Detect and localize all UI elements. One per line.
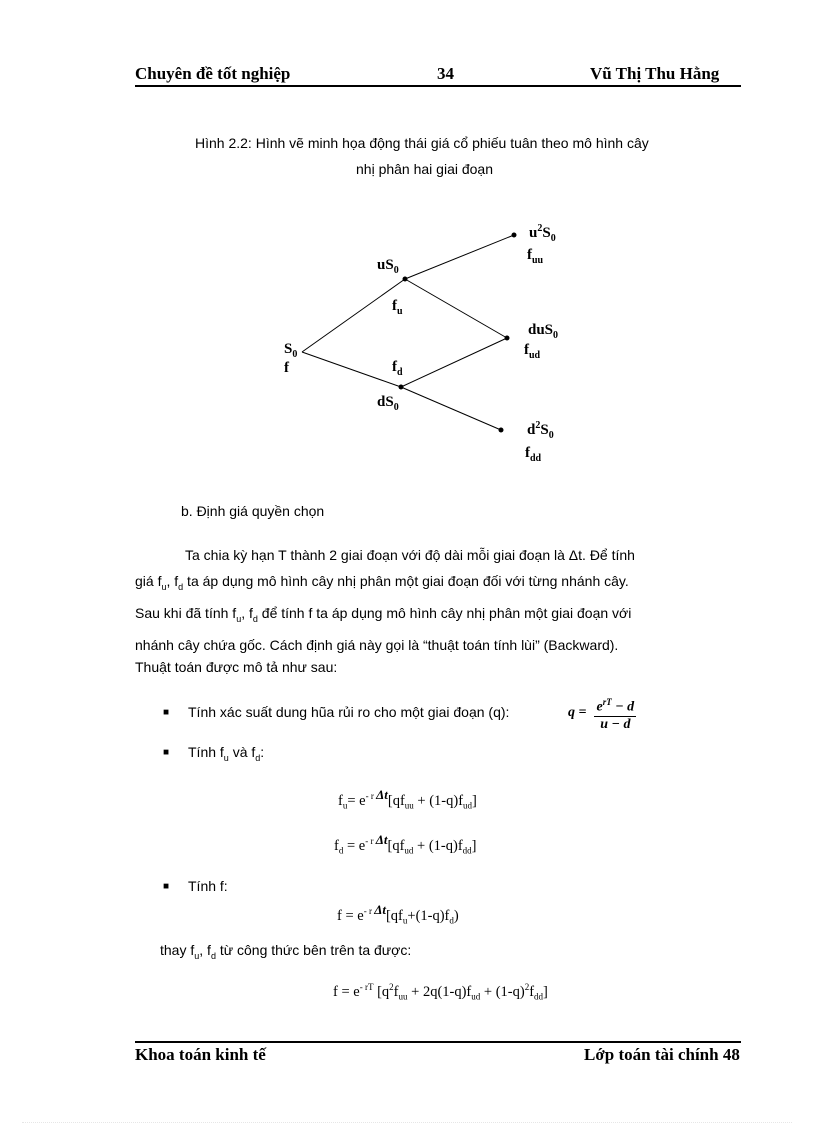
label-u2s0: $u^2S_0$ xyxy=(529,223,556,244)
paragraph-line-1: Ta chia kỳ hạn T thành 2 giai đoạn với độ dài mỗi giai đoạn là Δt. Để tính xyxy=(185,547,635,563)
node-ds0 xyxy=(399,385,404,390)
bullet-2-marker: ■ xyxy=(163,747,170,758)
edge-s0-ds0 xyxy=(302,352,401,387)
bullet-1-text: Tính xác suất dung hũa rủi ro cho một giai đoạn (q): xyxy=(188,704,510,720)
substitute-line: thay $f_u$, $f_d$ từ công thức bên trên ta được: xyxy=(160,942,412,961)
bullet-3-text: Tính f: xyxy=(188,878,228,894)
binomial-tree-diagram xyxy=(0,0,816,500)
footer-left: Khoa toán kinh tế xyxy=(135,1045,266,1064)
formula-final: $f = e^{- rT}$ $[q^2f_{uu} + 2q(1-q)f_{ud} + (1-q)^2f_{dd}]$ xyxy=(333,982,548,1002)
bullet-1-marker: ■ xyxy=(163,707,170,718)
label-fuu: $f_{uu}$ xyxy=(527,247,544,266)
edge-s0-us0 xyxy=(302,279,405,352)
paragraph-line-2: giá $f_u$, $f_d$ ta áp dụng mô hình cây nhị phân một giai đoạn đối với từng nhánh cây. xyxy=(135,573,629,592)
section-heading: b. Định giá quyền chọn xyxy=(181,503,325,519)
footer-rule xyxy=(135,1041,741,1043)
label-d2s0: $d^2S_0$ xyxy=(527,420,554,441)
paragraph xyxy=(135,542,741,680)
edge-us0-u2s0 xyxy=(405,235,514,279)
label-fd: $f_d$ xyxy=(392,359,403,378)
edge-us0-dus0 xyxy=(405,279,507,338)
bullet-2-text: Tính $f_u$ và $f_d$: xyxy=(188,744,265,763)
page-number: 34 xyxy=(437,64,454,83)
label-fu: $f_u$ xyxy=(392,298,403,317)
formula-f: $f = e^{- r}$ $^{\Delta t}[qf_u+(1-q)f_d)$ xyxy=(337,902,459,926)
header-right: Vũ Thị Thu Hằng xyxy=(590,64,720,83)
label-fdd: $f_{dd}$ xyxy=(525,445,542,464)
edge-ds0-dus0 xyxy=(401,338,507,387)
edge-ds0-d2s0 xyxy=(401,387,501,430)
paragraph-line-4: nhánh cây chứa gốc. Cách định giá này gọi là “thuật toán tính lùi” (Backward). xyxy=(135,636,619,653)
label-fud: $f_{ud}$ xyxy=(524,342,541,361)
node-us0 xyxy=(403,277,408,282)
node-u2s0 xyxy=(512,233,517,238)
label-dus0: duS$_0$ xyxy=(528,322,559,341)
formula-fu: $f_u= e^{- r}$ $^{\Delta t}[qf_{uu} + (1-q)f_{ud}]$ xyxy=(338,787,477,811)
label-s0: $S_0$ xyxy=(284,341,298,360)
label-ds0: $dS_0$ xyxy=(377,394,399,413)
node-d2s0 xyxy=(499,428,504,433)
footer-right: Lớp toán tài chính 48 xyxy=(584,1045,740,1064)
label-us0: $uS_0$ xyxy=(377,257,399,276)
figure-caption-line1: Hình 2.2: Hình vẽ minh họa động thái giá cổ phiếu tuân theo mô hình cây xyxy=(195,135,649,151)
formula-fd: $f_d = e^{- r}$ $^{\Delta t}[qf_{ud} + (1-q)f_{dd}]$ xyxy=(334,832,477,856)
label-f: f xyxy=(284,360,289,376)
paragraph-line-5: Thuật toán được mô tả như sau: xyxy=(135,658,338,675)
q-formula: q = $\frac{e^{rT} - d}{u - d}$ xyxy=(568,694,636,733)
paragraph-line-3: Sau khi đã tính $f_u$, $f_d$ để tính f ta áp dụng mô hình cây nhị phân một giai đoạn với xyxy=(135,604,632,624)
node-dus0 xyxy=(505,336,510,341)
bullet-3-marker: ■ xyxy=(163,881,170,892)
header-left: Chuyên đề tốt nghiệp xyxy=(135,64,291,83)
figure-caption-line2: nhị phân hai giai đoạn xyxy=(356,161,494,177)
